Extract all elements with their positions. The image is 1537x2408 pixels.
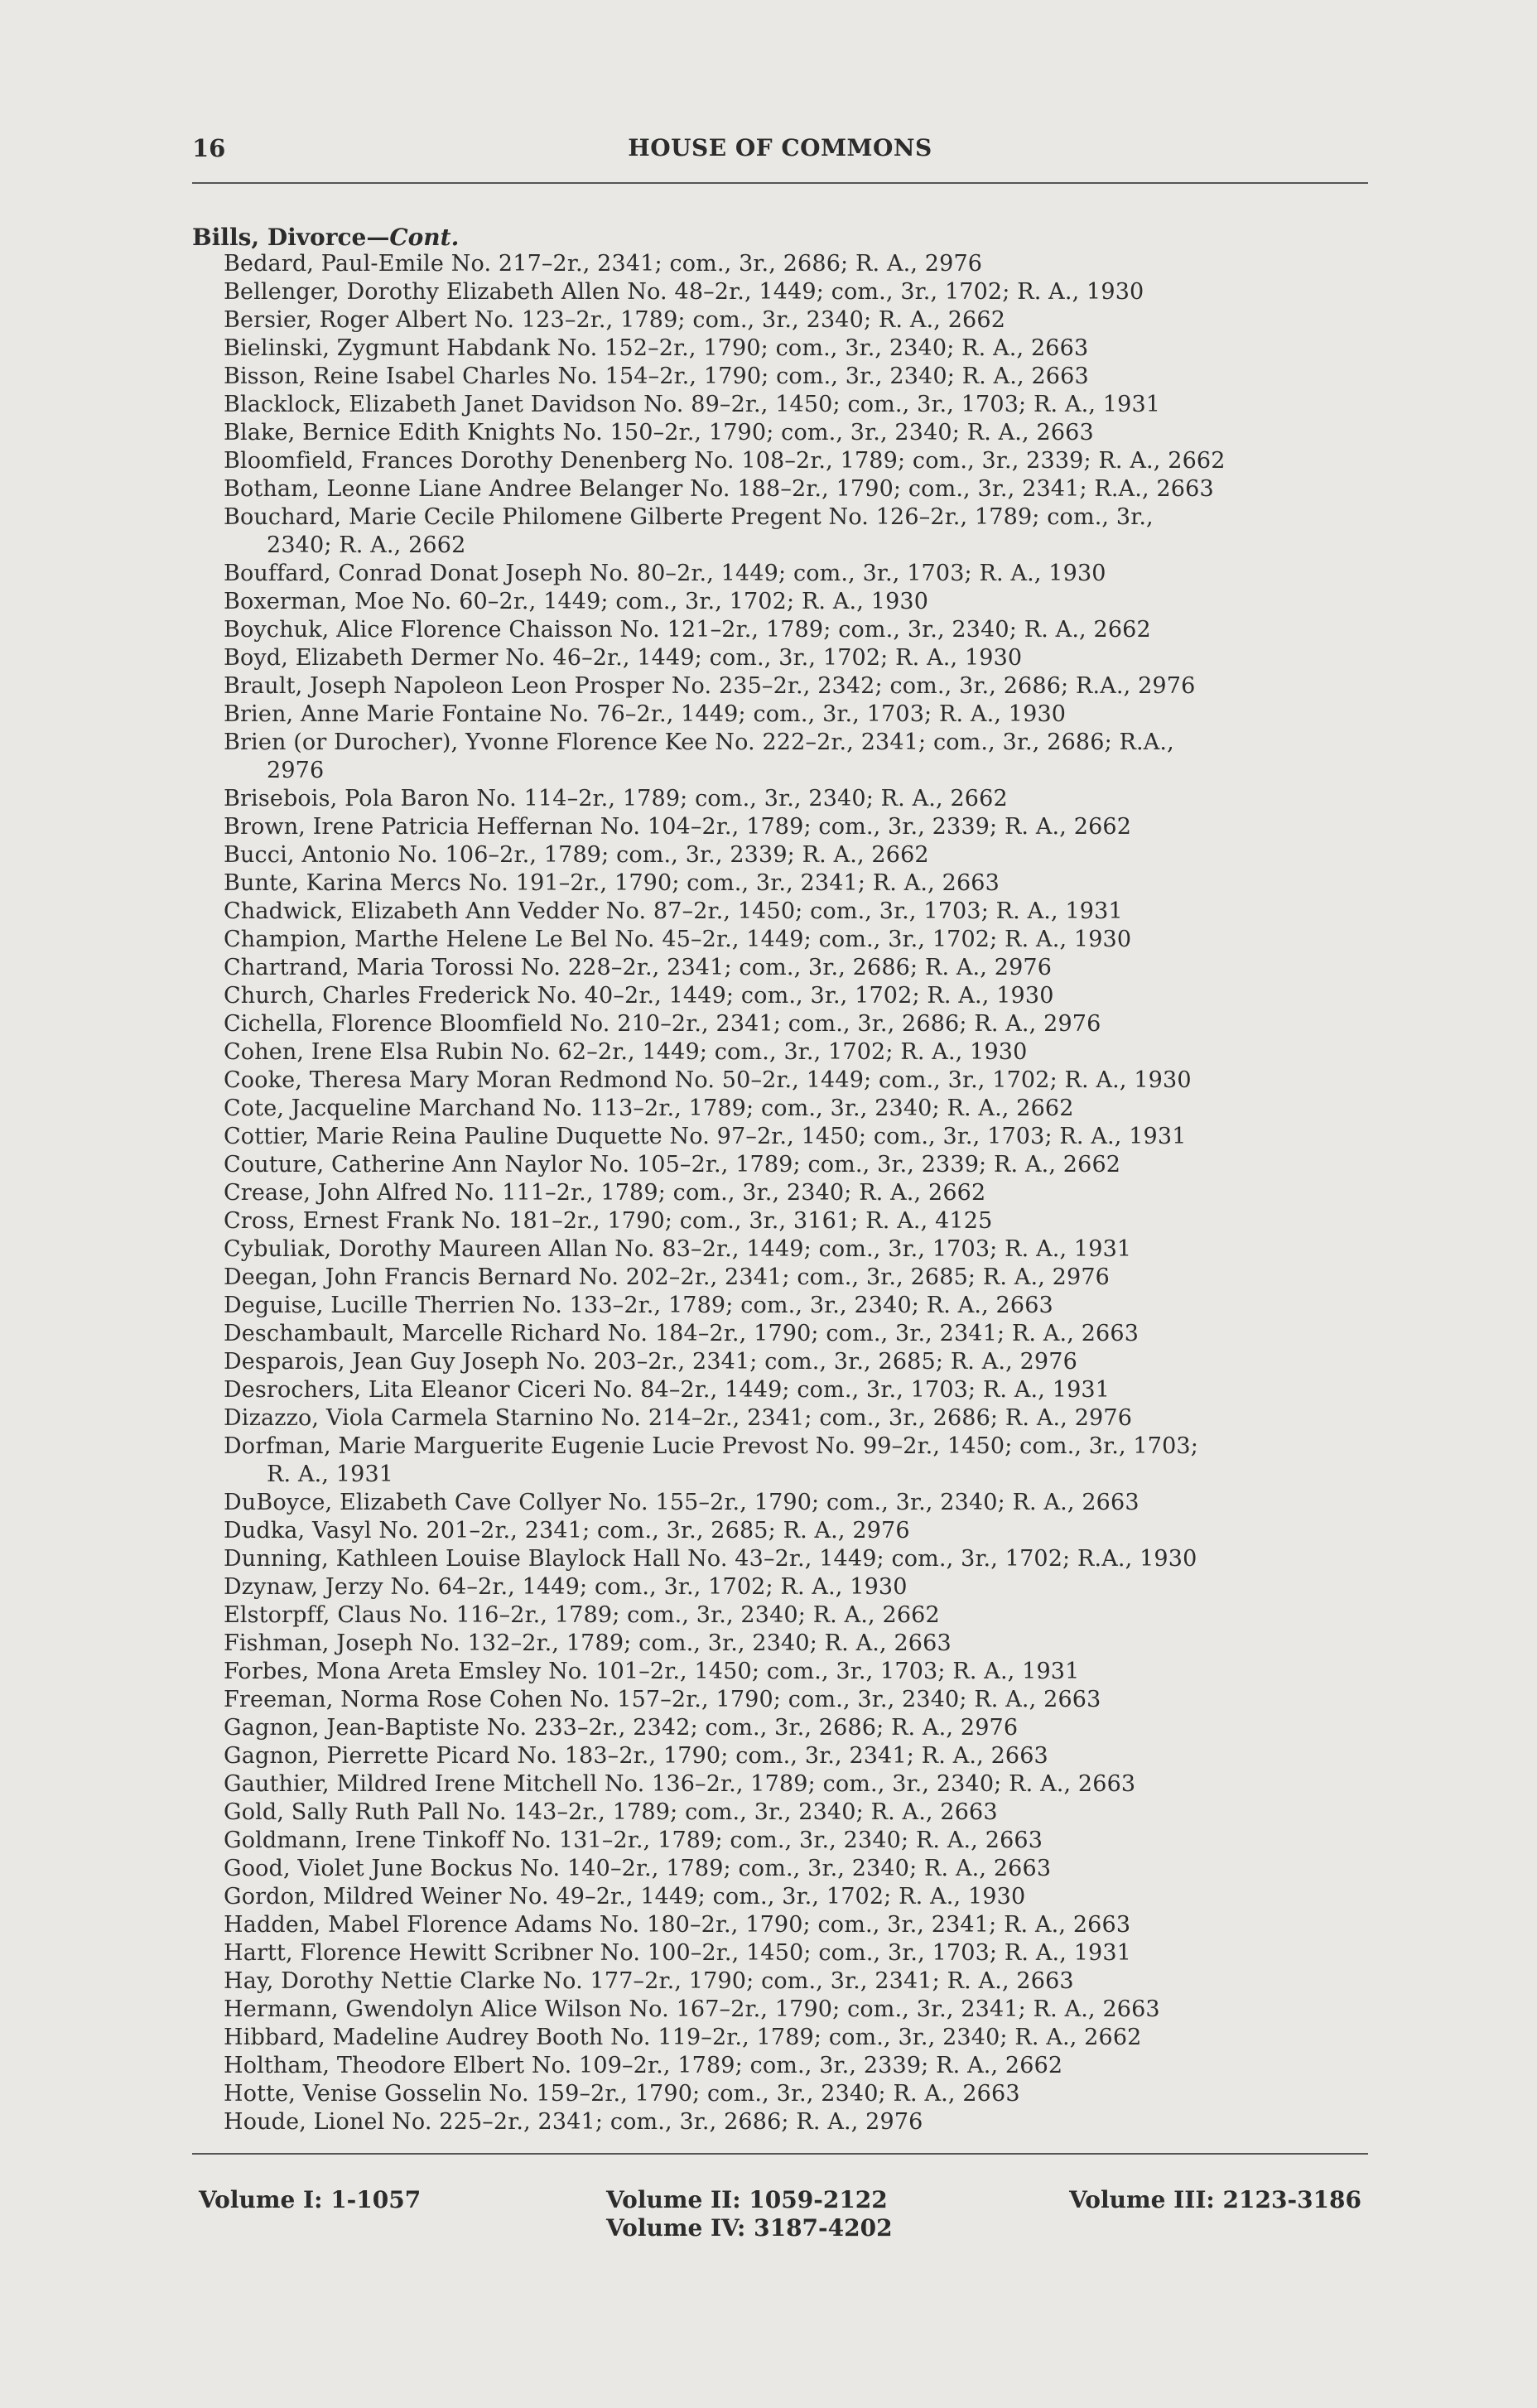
entry-text: Chartrand, Maria Torossi No. 228–2r., 2341; com., 3r., 2686; R. A., 2976 (224, 955, 1053, 980)
entry-text: Brown, Irene Patricia Heffernan No. 104–2r., 1789; com., 3r., 2339; R. A., 2662 (224, 814, 1132, 840)
index-entry (224, 1433, 1383, 1489)
entry-text: Church, Charles Frederick No. 40–2r., 1449; com., 3r., 1702; R. A., 1930 (224, 983, 1054, 1009)
entry-text: Hibbard, Madeline Audrey Booth No. 119–2r., 1789; com., 3r., 2340; R. A., 2662 (224, 2025, 1142, 2050)
entry-text: Dunning, Kathleen Louise Blaylock Hall No. 43–2r., 1449; com., 3r., 1702; R.A., 1930 (224, 1546, 1197, 1572)
index-entry (224, 1686, 1383, 1714)
running-head: HOUSE OF COMMONS (628, 134, 932, 161)
index-entry (224, 701, 1383, 729)
index-entry (224, 1123, 1383, 1151)
volume-3: Volume III: 2123-3186 (1069, 2186, 1361, 2213)
index-entry (224, 1207, 1383, 1235)
entry-list (224, 250, 1383, 2136)
entry-text: Deegan, John Francis Bernard No. 202–2r., 2341; com., 3r., 2685; R. A., 2976 (224, 1264, 1110, 1290)
index-entry (224, 1376, 1383, 1404)
index-entry (224, 672, 1383, 701)
section-heading-cont: Cont. (389, 224, 460, 251)
entry-text: Bouchard, Marie Cecile Philomene Gilberte Pregent No. 126–2r., 1789; com., 3r., (224, 504, 1154, 530)
index-entry (224, 954, 1383, 982)
entry-text: Bloomfield, Frances Dorothy Denenberg No. 108–2r., 1789; com., 3r., 2339; R. A., 2662 (224, 448, 1226, 474)
entry-text: Cottier, Marie Reina Pauline Duquette No. 97–2r., 1450; com., 3r., 1703; R. A., 1931 (224, 1124, 1187, 1149)
entry-text: Dizazzo, Viola Carmela Starnino No. 214–2r., 2341; com., 3r., 2686; R. A., 2976 (224, 1405, 1133, 1431)
entry-text: Gagnon, Pierrette Picard No. 183–2r., 1790; com., 3r., 2341; R. A., 2663 (224, 1743, 1048, 1769)
index-entry (224, 1151, 1383, 1179)
index-entry (224, 1770, 1383, 1799)
index-entry (224, 1855, 1383, 1883)
index-entry (224, 1489, 1383, 1517)
index-entry (224, 1095, 1383, 1123)
entry-text: Cohen, Irene Elsa Rubin No. 62–2r., 1449; com., 3r., 1702; R. A., 1930 (224, 1039, 1028, 1065)
index-entry (224, 1264, 1383, 1292)
entry-text: Bucci, Antonio No. 106–2r., 1789; com., 3r., 2339; R. A., 2662 (224, 842, 929, 868)
index-entry (224, 616, 1383, 644)
index-entry (224, 1630, 1383, 1658)
index-entry (224, 1939, 1383, 1967)
entry-text: DuBoyce, Elizabeth Cave Collyer No. 155–2r., 1790; com., 3r., 2340; R. A., 2663 (224, 1490, 1140, 1515)
index-entry (224, 1742, 1383, 1770)
index-entry (224, 419, 1383, 447)
index-entry (224, 2080, 1383, 2108)
entry-text: Gagnon, Jean-Baptiste No. 233–2r., 2342; com., 3r., 2686; R. A., 2976 (224, 1715, 1019, 1741)
index-entry (224, 1067, 1383, 1095)
entry-text: Brault, Joseph Napoleon Leon Prosper No. 235–2r., 2342; com., 3r., 2686; R.A., 2976 (224, 673, 1196, 699)
index-entry (224, 2024, 1383, 2052)
entry-text: Holtham, Theodore Elbert No. 109–2r., 1789; com., 3r., 2339; R. A., 2662 (224, 2053, 1063, 2078)
index-entry (224, 1799, 1383, 1827)
entry-text: Hartt, Florence Hewitt Scribner No. 100–2r., 1450; com., 3r., 1703; R. A., 1931 (224, 1940, 1132, 1966)
entry-text: Deschambault, Marcelle Richard No. 184–2r., 1790; com., 3r., 2341; R. A., 2663 (224, 1321, 1140, 1346)
entry-text: Boxerman, Moe No. 60–2r., 1449; com., 3r., 1702; R. A., 1930 (224, 589, 929, 614)
index-entry (224, 1714, 1383, 1742)
entry-text: Brisebois, Pola Baron No. 114–2r., 1789; com., 3r., 2340; R. A., 2662 (224, 786, 1008, 811)
index-entry (224, 1967, 1383, 1996)
entry-text: Hotte, Venise Gosselin No. 159–2r., 1790; com., 3r., 2340; R. A., 2663 (224, 2081, 1020, 2107)
volume-4: Volume IV: 3187-4202 (606, 2214, 893, 2242)
entry-text: Brien, Anne Marie Fontaine No. 76–2r., 1449; com., 3r., 1703; R. A., 1930 (224, 701, 1067, 727)
index-entry (224, 1292, 1383, 1320)
index-entry (224, 644, 1383, 672)
entry-text: Desrochers, Lita Eleanor Ciceri No. 84–2r., 1449; com., 3r., 1703; R. A., 1931 (224, 1377, 1111, 1403)
entry-text: Freeman, Norma Rose Cohen No. 157–2r., 1790; com., 3r., 2340; R. A., 2663 (224, 1687, 1101, 1712)
entry-text: Gauthier, Mildred Irene Mitchell No. 136–2r., 1789; com., 3r., 2340; R. A., 2663 (224, 1771, 1136, 1797)
index-entry (224, 363, 1383, 391)
entry-text: Cichella, Florence Bloomfield No. 210–2r., 2341; com., 3r., 2686; R. A., 2976 (224, 1011, 1101, 1037)
volume-2: Volume II: 1059-2122 (606, 2186, 888, 2213)
entry-text: Bisson, Reine Isabel Charles No. 154–2r., 1790; com., 3r., 2340; R. A., 2663 (224, 364, 1089, 389)
index-entry (224, 1601, 1383, 1630)
index-entry (224, 1827, 1383, 1855)
index-entry (224, 503, 1383, 560)
page-number: 16 (192, 134, 226, 162)
index-entry (224, 588, 1383, 616)
entry-text: Gordon, Mildred Weiner No. 49–2r., 1449; com., 3r., 1702; R. A., 1930 (224, 1884, 1026, 1910)
index-entry (224, 982, 1383, 1010)
entry-text: Champion, Marthe Helene Le Bel No. 45–2r., 1449; com., 3r., 1702; R. A., 1930 (224, 927, 1132, 952)
entry-text: Good, Violet June Bockus No. 140–2r., 1789; com., 3r., 2340; R. A., 2663 (224, 1856, 1052, 1881)
index-entry (224, 1517, 1383, 1545)
entry-text: Deguise, Lucille Therrien No. 133–2r., 1789; com., 3r., 2340; R. A., 2663 (224, 1293, 1053, 1318)
index-entry (224, 560, 1383, 588)
index-entry (224, 1404, 1383, 1433)
entry-text: Cybuliak, Dorothy Maureen Allan No. 83–2r., 1449; com., 3r., 1703; R. A., 1931 (224, 1236, 1132, 1262)
index-entry (224, 1235, 1383, 1264)
index-entry (224, 391, 1383, 419)
entry-text: Forbes, Mona Areta Emsley No. 101–2r., 1450; com., 3r., 1703; R. A., 1931 (224, 1659, 1080, 1684)
entry-text: Houde, Lionel No. 225–2r., 2341; com., 3r., 2686; R. A., 2976 (224, 2109, 923, 2135)
entry-text: Bouffard, Conrad Donat Joseph No. 80–2r., 1449; com., 3r., 1703; R. A., 1930 (224, 561, 1106, 586)
index-entry (224, 1038, 1383, 1067)
index-entry (224, 1179, 1383, 1207)
entry-text: Fishman, Joseph No. 132–2r., 1789; com., 3r., 2340; R. A., 2663 (224, 1630, 952, 1656)
entry-text: Hadden, Mabel Florence Adams No. 180–2r., 1790; com., 3r., 2341; R. A., 2663 (224, 1912, 1131, 1938)
index-entry (224, 447, 1383, 475)
index-entry (224, 869, 1383, 898)
index-entry (224, 841, 1383, 869)
header-rule (192, 182, 1368, 184)
entry-text: Bersier, Roger Albert No. 123–2r., 1789; com., 3r., 2340; R. A., 2662 (224, 307, 1006, 333)
entry-text: Gold, Sally Ruth Pall No. 143–2r., 1789; com., 3r., 2340; R. A., 2663 (224, 1799, 998, 1825)
index-entry (224, 2108, 1383, 2136)
index-entry (224, 1320, 1383, 1348)
index-entry (224, 813, 1383, 841)
entry-text: Botham, Leonne Liane Andree Belanger No. 188–2r., 1790; com., 3r., 2341; R.A., 2663 (224, 476, 1214, 502)
entry-text: Bunte, Karina Mercs No. 191–2r., 1790; com., 3r., 2341; R. A., 2663 (224, 870, 1000, 896)
entry-text: Brien (or Durocher), Yvonne Florence Kee No. 222–2r., 2341; com., 3r., 2686; R.A., (224, 730, 1174, 755)
entry-text: Boyd, Elizabeth Dermer No. 46–2r., 1449; com., 3r., 1702; R. A., 1930 (224, 645, 1023, 671)
index-entry (224, 785, 1383, 813)
index-entry (224, 1883, 1383, 1911)
index-entry (224, 1010, 1383, 1038)
entry-text: Dudka, Vasyl No. 201–2r., 2341; com., 3r., 2685; R. A., 2976 (224, 1518, 910, 1544)
index-entry (224, 729, 1383, 785)
index-entry (224, 1911, 1383, 1939)
entry-text: Crease, John Alfred No. 111–2r., 1789; com., 3r., 2340; R. A., 2662 (224, 1180, 986, 1206)
entry-text: Bielinski, Zygmunt Habdank No. 152–2r., 1790; com., 3r., 2340; R. A., 2663 (224, 335, 1089, 361)
index-entry (224, 1545, 1383, 1573)
index-entry (224, 250, 1383, 278)
entry-continuation: 2976 (267, 758, 325, 783)
page-header (192, 134, 1368, 167)
index-entry (224, 306, 1383, 335)
entry-text: Bedard, Paul-Emile No. 217–2r., 2341; com., 3r., 2686; R. A., 2976 (224, 251, 983, 277)
entry-text: Bellenger, Dorothy Elizabeth Allen No. 48–2r., 1449; com., 3r., 1702; R. A., 1930 (224, 279, 1144, 305)
volume-1: Volume I: 1-1057 (199, 2186, 422, 2213)
footer-rule (192, 2153, 1368, 2155)
entry-text: Couture, Catherine Ann Naylor No. 105–2r., 1789; com., 3r., 2339; R. A., 2662 (224, 1152, 1121, 1178)
entry-text: Goldmann, Irene Tinkoff No. 131–2r., 1789; com., 3r., 2340; R. A., 2663 (224, 1828, 1043, 1853)
entry-continuation: 2340; R. A., 2662 (267, 532, 466, 558)
entry-text: Cooke, Theresa Mary Moran Redmond No. 50–2r., 1449; com., 3r., 1702; R. A., 1930 (224, 1067, 1192, 1093)
index-entry (224, 1348, 1383, 1376)
index-entry (224, 898, 1383, 926)
section-heading-main: Bills, Divorce— (192, 224, 390, 251)
entry-text: Cote, Jacqueline Marchand No. 113–2r., 1789; com., 3r., 2340; R. A., 2662 (224, 1096, 1074, 1121)
index-entry (224, 926, 1383, 954)
index-entry (224, 1658, 1383, 1686)
entry-text: Dzynaw, Jerzy No. 64–2r., 1449; com., 3r., 1702; R. A., 1930 (224, 1574, 908, 1600)
entry-text: Blake, Bernice Edith Knights No. 150–2r., 1790; com., 3r., 2340; R. A., 2663 (224, 420, 1094, 445)
entry-text: Dorfman, Marie Marguerite Eugenie Lucie Prevost No. 99–2r., 1450; com., 3r., 1703; (224, 1433, 1198, 1459)
index-entry (224, 1996, 1383, 2024)
index-entry (224, 1573, 1383, 1601)
index-entry (224, 335, 1383, 363)
entry-text: Hermann, Gwendolyn Alice Wilson No. 167–2r., 1790; com., 3r., 2341; R. A., 2663 (224, 1996, 1160, 2022)
index-entry (224, 2052, 1383, 2080)
entry-text: Hay, Dorothy Nettie Clarke No. 177–2r., 1790; com., 3r., 2341; R. A., 2663 (224, 1968, 1074, 1994)
entry-text: Boychuk, Alice Florence Chaisson No. 121–2r., 1789; com., 3r., 2340; R. A., 2662 (224, 617, 1151, 643)
index-entry (224, 475, 1383, 503)
entry-text: Elstorpff, Claus No. 116–2r., 1789; com., 3r., 2340; R. A., 2662 (224, 1602, 940, 1628)
entry-continuation: R. A., 1931 (267, 1462, 394, 1487)
entry-text: Chadwick, Elizabeth Ann Vedder No. 87–2r., 1450; com., 3r., 1703; R. A., 1931 (224, 898, 1123, 924)
entry-text: Blacklock, Elizabeth Janet Davidson No. 89–2r., 1450; com., 3r., 1703; R. A., 1931 (224, 392, 1161, 417)
entry-text: Cross, Ernest Frank No. 181–2r., 1790; com., 3r., 3161; R. A., 4125 (224, 1208, 993, 1234)
section-heading (192, 224, 459, 251)
entry-text: Desparois, Jean Guy Joseph No. 203–2r., 2341; com., 3r., 2685; R. A., 2976 (224, 1349, 1077, 1375)
index-entry (224, 278, 1383, 306)
